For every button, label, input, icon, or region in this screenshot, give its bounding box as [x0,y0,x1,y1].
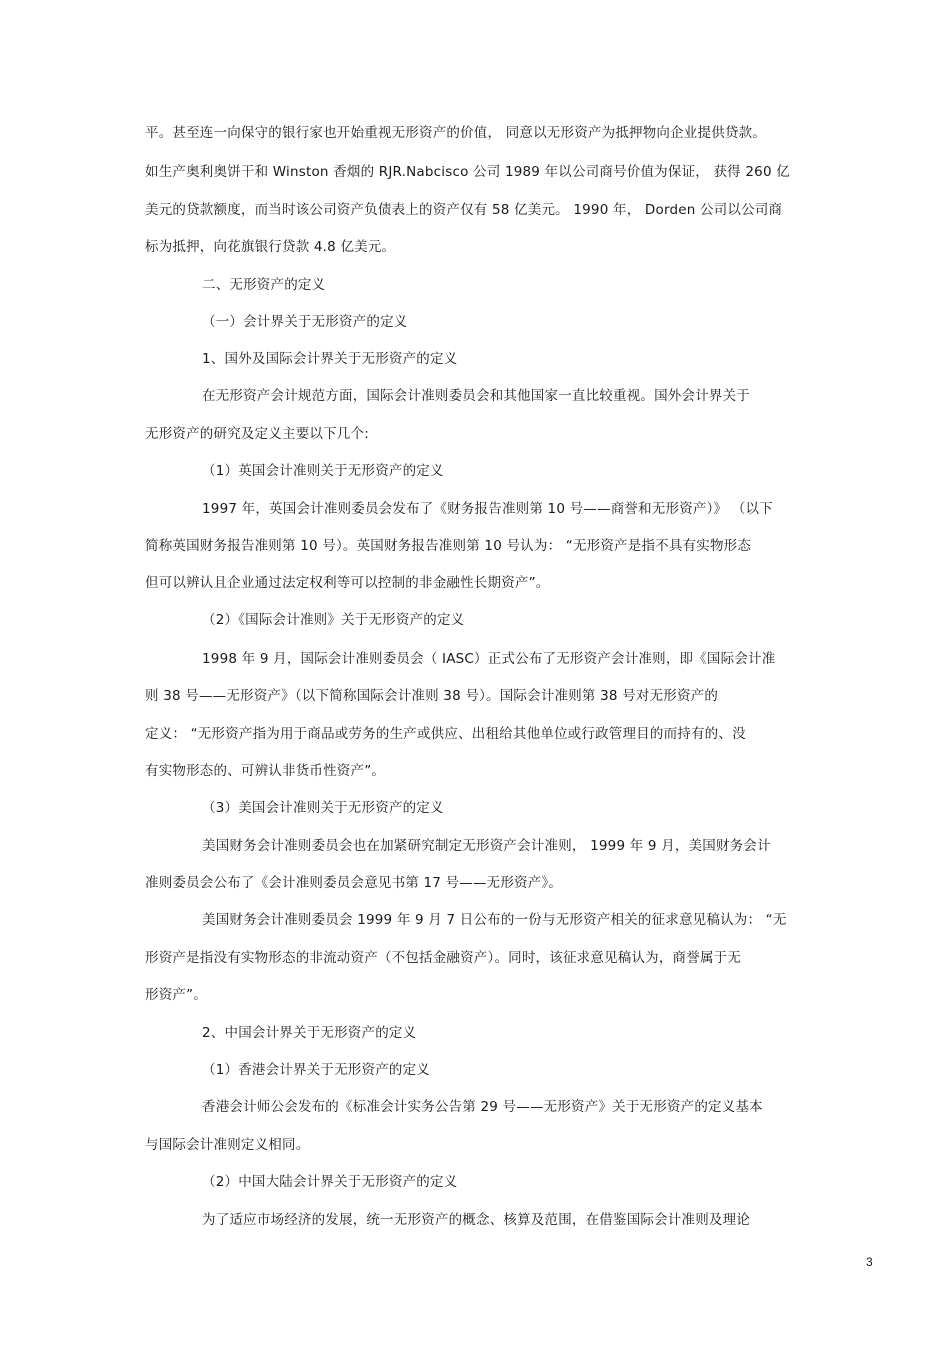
paragraph-line: 如生产奥利奥饼干和 Winston 香烟的 RJR.Nabcisco 公司 1989 年以公司商号价值为保证， 获得 260 亿 [145,164,790,180]
section-heading: 二、无形资产的定义 [202,277,326,293]
paragraph-line: 1998 年 9 月，国际会计准则委员会（ IASC）正式公布了无形资产会计准则，即《国际会计准 [202,651,776,667]
subsection-heading: （2）中国大陆会计界关于无形资产的定义 [202,1174,458,1190]
paragraph-line: 简称英国财务报告准则第 10 号）。英国财务报告准则第 10 号认为： “无形资产是指不具有实物形态 [145,538,752,554]
paragraph-line: 为了适应市场经济的发展，统一无形资产的概念、核算及范围，在借鉴国际会计准则及理论 [202,1212,750,1228]
paragraph-line: 无形资产的研究及定义主要以下几个: [145,426,369,442]
paragraph-line: 美国财务会计准则委员会也在加紧研究制定无形资产会计准则， 1999 年 9 月，美国财务会计 [202,838,771,854]
paragraph-line: 在无形资产会计规范方面，国际会计准则委员会和其他国家一直比较重视。国外会计界关于 [202,388,750,404]
paragraph-line: 定义： “无形资产指为用于商品或劳务的生产或供应、出租给其他单位或行政管理目的而持有的、没 [145,726,746,742]
subsection-heading: （1）英国会计准则关于无形资产的定义 [202,463,444,479]
page-number: 3 [866,1255,873,1269]
subsection-heading: （1）香港会计界关于无形资产的定义 [202,1062,430,1078]
paragraph-line: 平。甚至连一向保守的银行家也开始重视无形资产的价值， 同意以无形资产为抵押物向企业提供贷款。 [145,125,766,141]
paragraph-line: 准则委员会公布了《会计准则委员会意见书第 17 号——无形资产》。 [145,875,563,891]
paragraph-line: 1997 年，英国会计准则委员会发布了《财务报告准则第 10 号——商誉和无形资产）》 （以下 [202,501,773,517]
paragraph-line: 美元的贷款额度，而当时该公司资产负债表上的资产仅有 58 亿美元。 1990 年， Dorden 公司以公司商 [145,202,783,218]
paragraph-line: 香港会计师公会发布的《标准会计实务公告第 29 号——无形资产》关于无形资产的定义基本 [202,1099,763,1115]
paragraph-line: 但可以辨认且企业通过法定权利等可以控制的非金融性长期资产”。 [145,575,550,591]
paragraph-line: 形资产是指没有实物形态的非流动资产（不包括金融资产）。同时，该征求意见稿认为，商誉属于无 [145,950,742,966]
paragraph-line: 标为抵押，向花旗银行贷款 4.8 亿美元。 [145,239,396,255]
subsection-heading: （3）美国会计准则关于无形资产的定义 [202,800,444,816]
paragraph-line: 美国财务会计准则委员会 1999 年 9 月 7 日公布的一份与无形资产相关的征求意见稿认为： “无 [202,912,787,928]
paragraph-line: 形资产”。 [145,987,207,1003]
paragraph-line: 与国际会计准则定义相同。 [145,1137,310,1153]
subsection-heading: （2）《国际会计准则》关于无形资产的定义 [202,612,465,628]
paragraph-line: 则 38 号——无形资产》（以下简称国际会计准则 38 号）。国际会计准则第 38 号对无形资产的 [145,688,719,704]
paragraph-line: 有实物形态的、可辨认非货币性资产”。 [145,763,386,779]
subsection-heading: 2、中国会计界关于无形资产的定义 [202,1025,417,1041]
subsection-heading: 1、国外及国际会计界关于无形资产的定义 [202,351,458,367]
subsection-heading: （一）会计界关于无形资产的定义 [202,314,408,330]
